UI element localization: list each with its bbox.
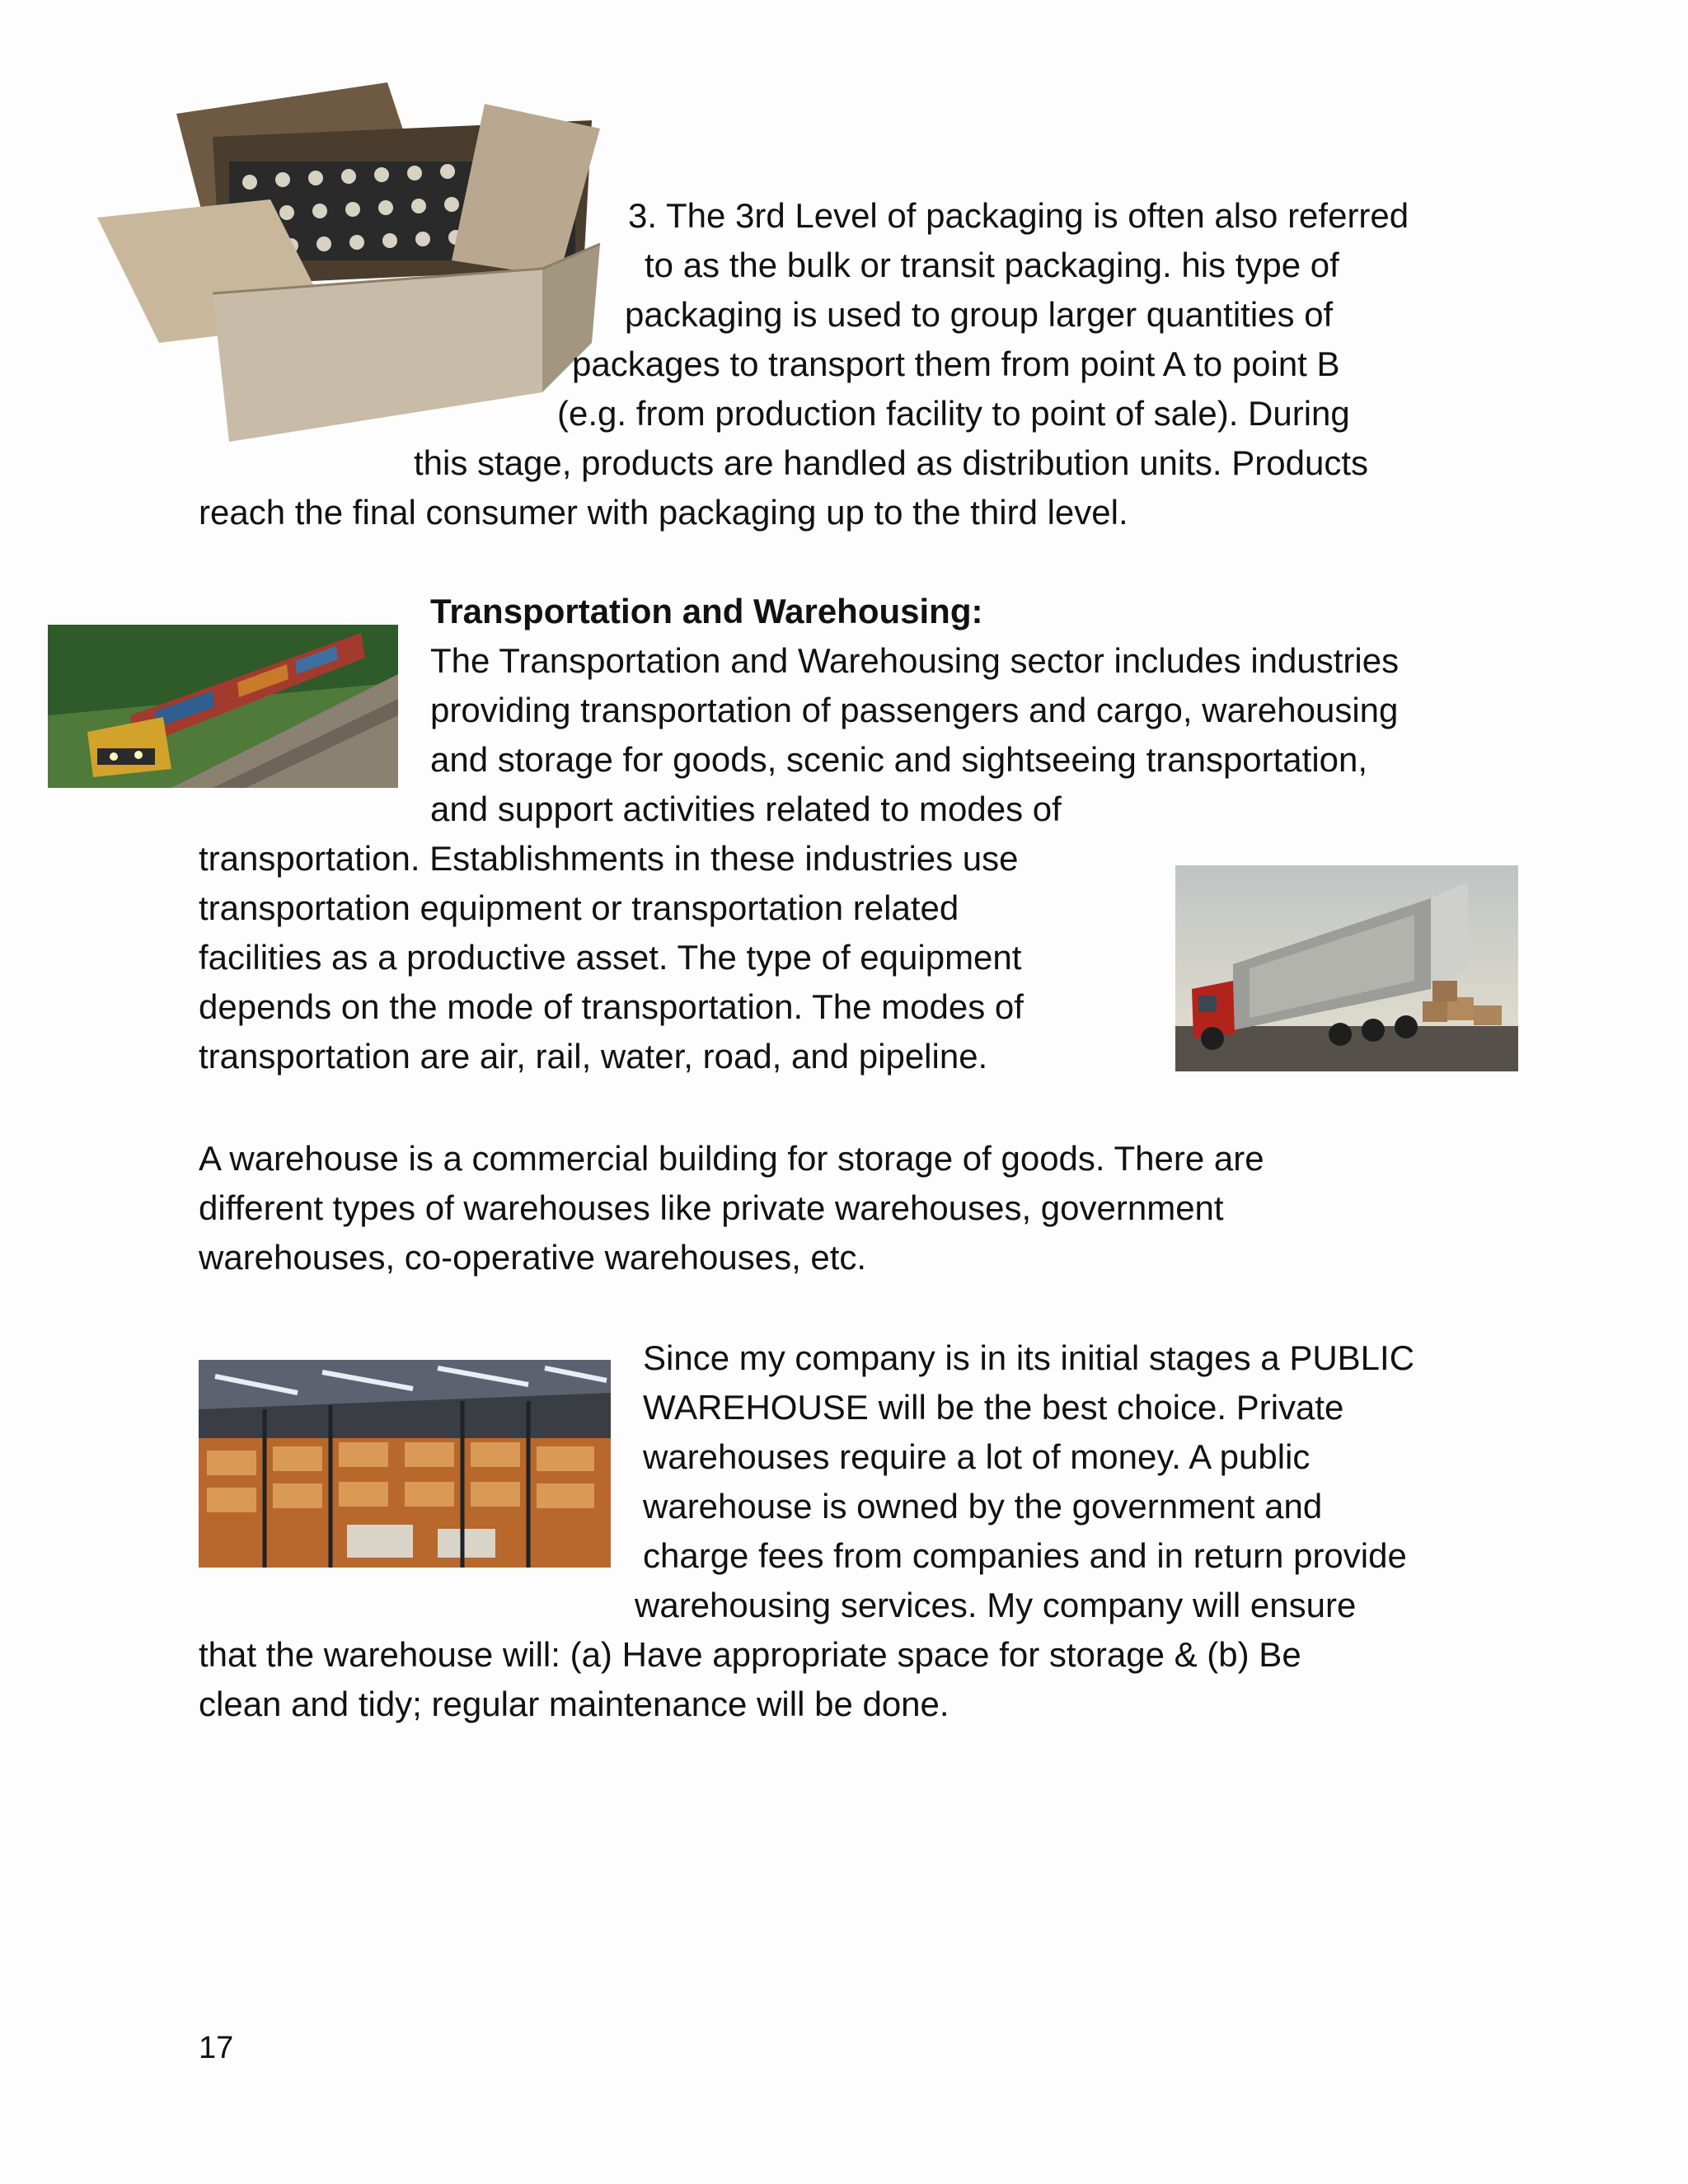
packaging-text-line: packaging is used to group larger quantities of (625, 295, 1334, 334)
freight-train-image (48, 625, 398, 788)
public-warehouse-text-line: that the warehouse will: (a) Have appropriate space for storage & (b) Be (199, 1635, 1301, 1674)
transport-text-line: and storage for goods, scenic and sightseeing transportation, (430, 740, 1368, 779)
packaging-text-line: to as the bulk or transit packaging. his type of (645, 246, 1339, 284)
warehouse-interior-image (199, 1360, 611, 1568)
public-warehouse-text-line: warehousing services. My company will ensure (635, 1586, 1357, 1624)
warehouse-text-line: A warehouse is a commercial building for storage of goods. There are (199, 1139, 1264, 1178)
transport-text-line: The Transportation and Warehousing sector includes industries (430, 641, 1400, 680)
transport-text-line: transportation equipment or transportation related (199, 888, 959, 927)
packaging-text-line: this stage, products are handled as distribution units. Products (414, 443, 1368, 482)
section-heading: Transportation and Warehousing: (430, 592, 983, 630)
transport-text-line: facilities as a productive asset. The type of equipment (199, 938, 1022, 977)
transport-text-line: transportation. Establishments in these industries use (199, 839, 1019, 878)
cardboard-box-image (97, 79, 608, 450)
page-number: 17 (199, 2031, 234, 2065)
truck-image (1175, 865, 1518, 1071)
transport-text-line: and support activities related to modes of (430, 790, 1062, 828)
packaging-text-line: reach the final consumer with packaging up to the third level. (199, 493, 1128, 532)
warehouse-text-line: different types of warehouses like private warehouses, government (199, 1188, 1224, 1227)
transport-text-line: transportation are air, rail, water, road, and pipeline. (199, 1037, 988, 1076)
public-warehouse-text-line: clean and tidy; regular maintenance will be done. (199, 1685, 950, 1723)
public-warehouse-text-line: Since my company is in its initial stages a PUBLIC (643, 1338, 1415, 1377)
public-warehouse-text-line: warehouses require a lot of money. A public (643, 1437, 1311, 1476)
packaging-text-line: 3. The 3rd Level of packaging is often also referred (628, 196, 1409, 235)
packaging-text-line: packages to transport them from point A to point B (572, 344, 1340, 383)
warehouse-text-line: warehouses, co-operative warehouses, etc. (199, 1238, 867, 1277)
packaging-text-line: (e.g. from production facility to point of sale). During (557, 394, 1350, 433)
transport-text-line: depends on the mode of transportation. The modes of (199, 987, 1024, 1026)
public-warehouse-text-line: charge fees from companies and in return provide (643, 1536, 1407, 1575)
public-warehouse-text-line: warehouse is owned by the government and (643, 1487, 1323, 1526)
public-warehouse-text-line: WAREHOUSE will be the best choice. Private (643, 1388, 1344, 1427)
transport-text-line: providing transportation of passengers and cargo, warehousing (430, 691, 1399, 729)
